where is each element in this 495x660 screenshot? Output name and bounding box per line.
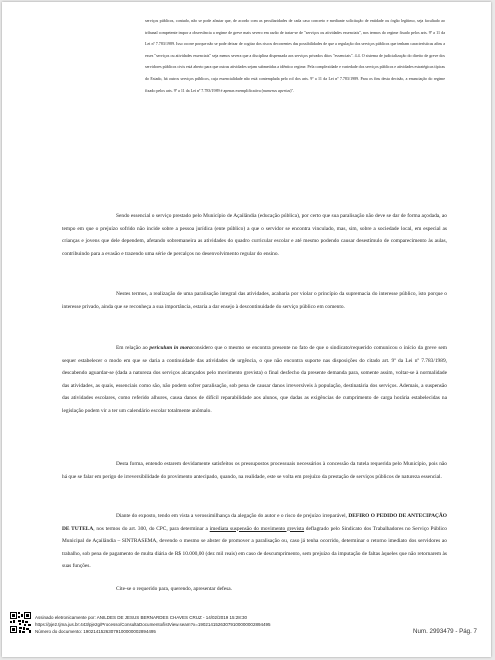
underlined-suspension: imediata suspensão do movimento grevista xyxy=(209,525,305,532)
quote-italic: numerus apertus xyxy=(263,87,291,93)
page-number: Num. 2993479 - Pág. 7 xyxy=(413,628,477,635)
decision-bold: DEFIRO O PEDIDO DE ANTECIPAÇÃO DE TUTELA xyxy=(62,513,447,532)
paragraph-3: Em relação ao periculum in moraconsidero que o mesmo se encontra presente no fato de que o sindicato/requerido comunicou o início da greve sem sequer estabelecer o modo em que se daria a continuidade das atividades de urgência, o que não encontra suporte nas disposições do citado art. 9º da Lei nº 7.783/1989, descabendo aguardar-se (dada a natureza dos serviços alcançados pelo movimento grevista) o final desfecho da presente demanda para, somente assim, voltar-se à normalidade das atividades, as quais, essenciais como são, não podem sofrer paralisação, sob pena de causar danos irreversíveis à população, destinatária dos serviços. Ademais, a suspensão das atividades escolares, como referido alhures, causa danos de difícil reparabilidade aos alunos, que dadas as exigências de cumprimento de carga horária estabelecidas na legislação podem vir a ter um calendário escolar totalmente anômalo. xyxy=(62,345,447,414)
paragraph-2: Nestes termos, a realização de uma paralisação integral das atividades, acabaria por violar o princípio da supremacia do interesse público, isto porque o interesse privado, ainda que se reconheça a sua importância, estaria a dar ensejo à descontinuidade do serviço público em comento. xyxy=(62,291,447,310)
block-quote xyxy=(145,15,445,96)
periculum-in-mora: periculum in mora xyxy=(149,345,192,351)
paragraph-5: Diante do exposto, tendo em vista a verossimilhança da alegação do autor e o risco de prejuízo irreparável, DEFIRO O PEDIDO DE ANTECIPAÇÃO DE TUTELA, nos termos do art. 300, do CPC, para determinar a imediata suspensão do movimento grevista deflagrado pelo Sindicato dos Trabalhadores no Serviço Público Municipal de Açailândia – SINTRASEMA, devendo o mesmo se abster de promover a paralisação ou, caso já tenha ocorrido, determinar o retorno imediato dos servidores ao trabalho, sob pena de pagamento de multa diária de R$ 10.000,00 (dez mil reais) em caso de descumprimento, sem prejuízo da imputação de faltas àqueles que não retornarem às suas funções. xyxy=(62,513,447,569)
document-page xyxy=(2,2,491,657)
signature-info: Assinado eletronicamente por: ANILDES DE JESUS BERNARDES CHAVES CRUZ - 14/02/2019 15:28:30 xyxy=(35,615,248,620)
quote-text-end: )". xyxy=(290,87,295,93)
document-url[interactable]: https://pje2.tjma.jus.br:443/pje2g/Processo/ConsultaDocumento/listView.seam?x=19021415263079100000002894495 xyxy=(35,622,271,627)
paragraph-4: Desta forma, entendo estarem devidamente satisfeitos os pressupostos processuais necessários à concessão da tutela requerida pelo Município, pois não há que se falar em perigo de irreversibilidade do provimento antecipado, quando, na realidade, este se volta em prejuízo da prestação de serviços públicos de natureza essencial. xyxy=(62,461,447,480)
document-number: Número do documento: 19021415263079100000002894495 xyxy=(35,629,156,634)
paragraph-6: Cite-se o requerido para, querendo, apresentar defesa. xyxy=(116,586,232,592)
paragraph-1: Sendo essencial o serviço prestado pelo Município de Açailândia (educação pública), por certo que sua paralisação não deve se dar de forma açodada, ao tempo em que o prejuízo sofrido não incide sobre a pessoa jurídica (ente público) a que o servidor se encontra vinculado, mas, sim, sobre a sociedade local, em especial as crianças e jovens que dele dependem, afetando sobremaneira as atividades do quadro curricular escolar e até mesmo podendo causar desestímulo de comparecimento às aulas, contribuindo para a evasão e trazendo uma série de percalços no desenvolvimento regular do ensino. xyxy=(62,213,447,257)
quote-text: serviços públicos, contudo, não se pode afastar que, de acordo com as peculiaridades de cada caso concreto e mediante solicitação de entidade ou órgão legítimo, seja facultado ao tribunal competente impor a observância a regime de greve mais severo em razão de tratar-se de "serviços ou atividades essenciais", nos termos do regime fixado pelos arts. 9º a 11 da Lei nº 7.783/1989. Isso ocorre porque não se pode deixar de cogitar dos riscos decorrentes das possibilidades de que a regulação dos serviços públicos que tenham características afins a esses "serviços ou atividades essenciais" seja menos severa que a disciplina dispensada aos serviços privados ditos "essenciais". 4.4. O sistema de judicialização do direito de greve dos servidores públicos civis está aberto para que outras atividades sejam submetidas a idêntico regime. Pela complexidade e variedade dos serviços públicos e atividades estratégicas típicas do Estado, há outros serviços públicos, cuja essencialidade não está contemplada pelo rol dos arts. 9º a 11 da Lei nº 7.783/1989. Para os fins desta decisão, a enunciação do regime fixado pelos arts. 9º a 11 da Lei nº 7.783/1989 é apenas exemplificativa ( xyxy=(145,18,445,93)
qr-code-icon xyxy=(10,612,31,633)
